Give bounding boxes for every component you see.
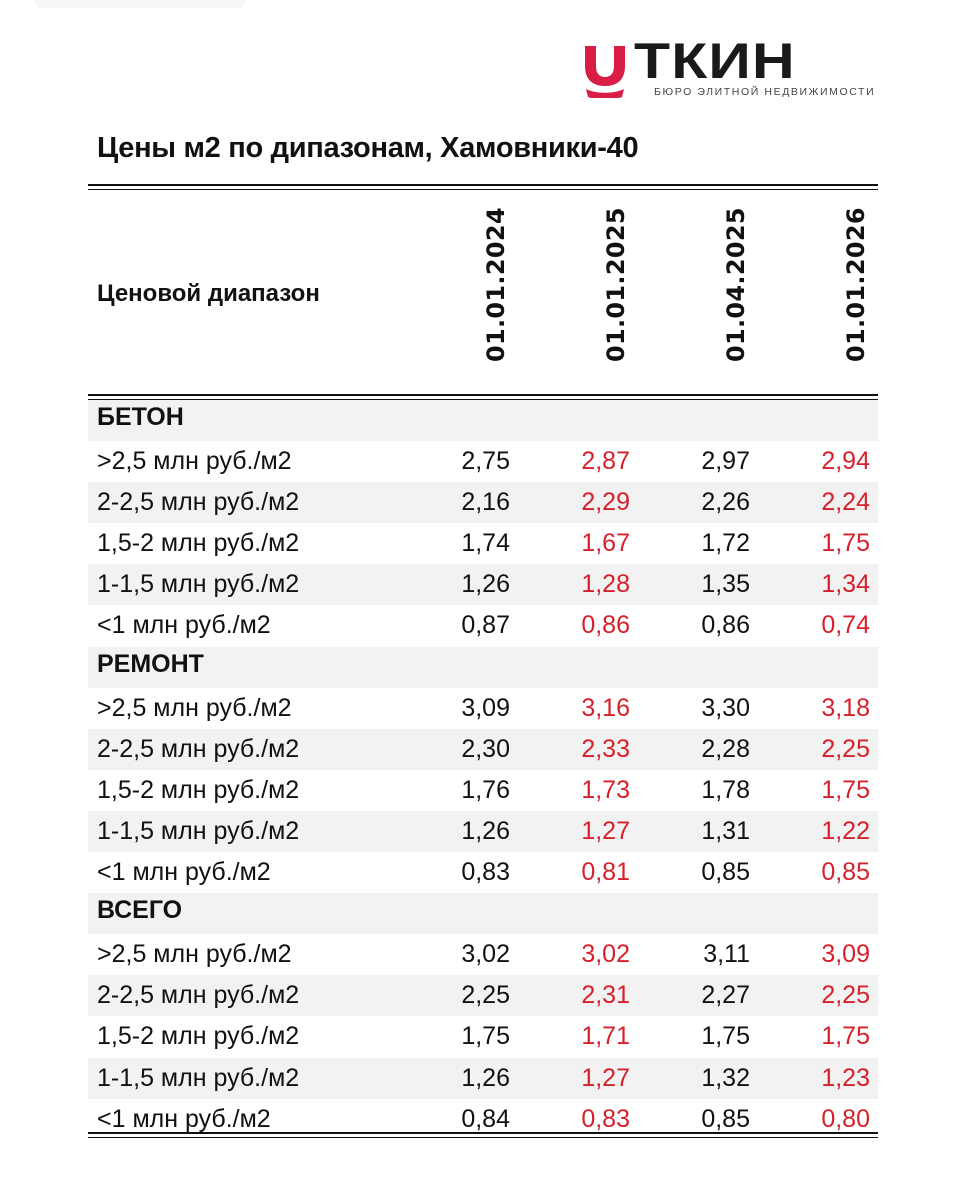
table-row: <1 млн руб./м2 0,84 0,83 0,85 0,80 xyxy=(97,1104,870,1133)
table-row: 1,5-2 млн руб./м2 1,75 1,71 1,75 1,75 xyxy=(97,1022,870,1051)
logo-tagline: БЮРО ЭЛИТНОЙ НЕДВИЖИМОСТИ xyxy=(654,86,876,98)
table-row: <1 млн руб./м2 0,83 0,81 0,85 0,85 xyxy=(97,858,870,887)
table-row: >2,5 млн руб./м2 3,09 3,16 3,30 3,18 xyxy=(97,693,870,722)
table-row: 1-1,5 млн руб./м2 1,26 1,27 1,32 1,23 xyxy=(88,1058,878,1099)
column-header-date-1: 01.01.2025 xyxy=(602,207,630,362)
logo-wordmark: ТКИН xyxy=(634,33,796,89)
table-row: <1 млн руб./м2 0,87 0,86 0,86 0,74 xyxy=(97,611,870,640)
table-row: >2,5 млн руб./м2 2,75 2,87 2,97 2,94 xyxy=(97,447,870,476)
column-header-price-range: Ценовой диапазон xyxy=(97,280,320,307)
table-row: 2-2,5 млн руб./м2 2,25 2,31 2,27 2,25 xyxy=(88,975,878,1016)
section-header-total: ВСЕГО xyxy=(88,893,878,934)
top-bar-decoration xyxy=(34,0,246,8)
table-row: 2-2,5 млн руб./м2 2,30 2,33 2,28 2,25 xyxy=(88,729,878,770)
table-row: 1,5-2 млн руб./м2 1,74 1,67 1,72 1,75 xyxy=(97,529,870,558)
section-header-remont: РЕМОНТ xyxy=(88,647,878,688)
page-title: Цены м2 по дипазонам, Хамовники-40 xyxy=(97,132,639,164)
section-header-beton: БЕТОН xyxy=(88,400,878,441)
table-row: 1-1,5 млн руб./м2 1,26 1,28 1,35 1,34 xyxy=(88,564,878,605)
price-table xyxy=(88,400,878,1140)
table-row: 1-1,5 млн руб./м2 1,26 1,27 1,31 1,22 xyxy=(88,811,878,852)
title-divider xyxy=(88,184,878,190)
column-header-date-0: 01.01.2024 xyxy=(482,207,510,362)
table-row: >2,5 млн руб./м2 3,02 3,02 3,11 3,09 xyxy=(97,940,870,969)
table-row: 1,5-2 млн руб./м2 1,76 1,73 1,78 1,75 xyxy=(97,775,870,804)
table-bottom-divider xyxy=(88,1132,878,1138)
column-header-date-3: 01.01.2026 xyxy=(842,207,870,362)
column-header-date-2: 01.04.2025 xyxy=(722,207,750,362)
logo-u-mark-icon xyxy=(582,44,628,98)
table-row: 2-2,5 млн руб./м2 2,16 2,29 2,26 2,24 xyxy=(88,482,878,523)
company-logo xyxy=(582,33,876,100)
